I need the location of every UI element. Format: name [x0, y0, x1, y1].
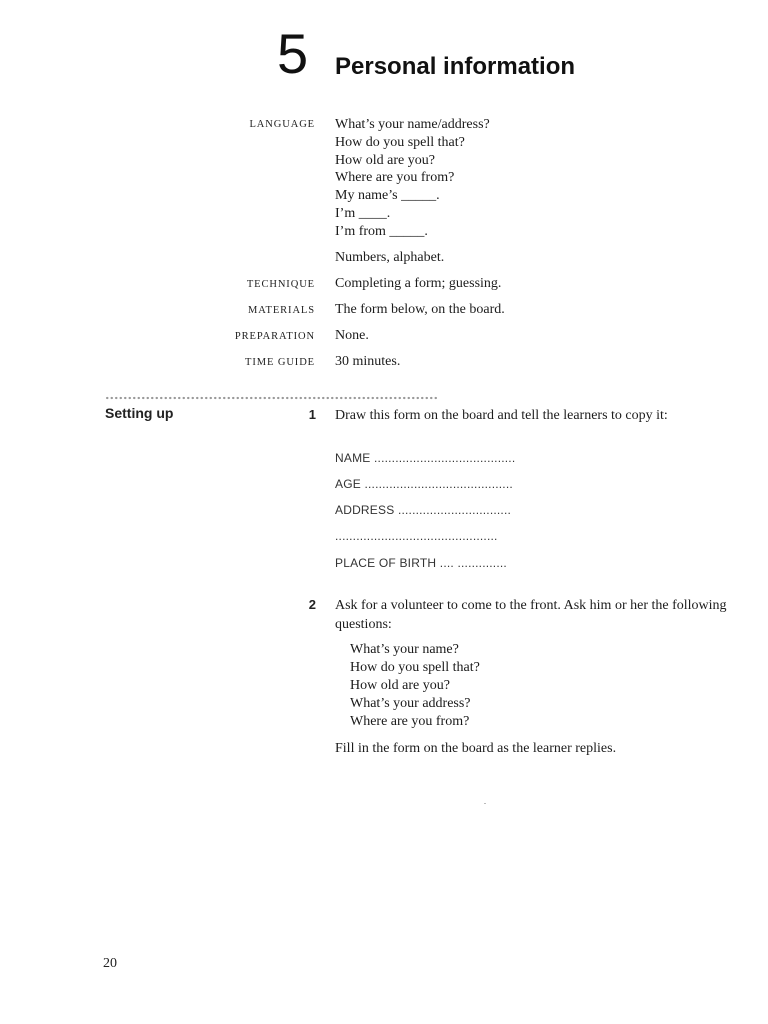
- meta-label-language: LANGUAGE: [249, 119, 315, 130]
- form-line-address-cont: ..............................................: [335, 529, 498, 543]
- language-line: My name’s _____.: [335, 188, 440, 204]
- form-line-name: NAME ........................................: [335, 451, 516, 465]
- question-list: [350, 641, 480, 731]
- question-item: What’s your address?: [350, 696, 471, 711]
- meta-label-materials: MATERIALS: [247, 305, 315, 316]
- language-line: How old are you?: [335, 152, 435, 168]
- dotted-divider: [105, 396, 439, 400]
- step-text: Draw this form on the board and tell the learners to copy it:: [335, 408, 668, 423]
- form-line-place-of-birth: PLACE OF BIRTH .... ..............: [335, 556, 507, 570]
- step-after-text: Fill in the form on the board as the learner replies.: [335, 741, 617, 756]
- language-extra: Numbers, alphabet.: [335, 250, 445, 265]
- language-line: I’m from _____.: [335, 223, 428, 239]
- language-line: How do you spell that?: [335, 134, 465, 150]
- step-text: Ask for a volunteer to come to the front. Ask him or her the following questions:: [335, 598, 727, 632]
- meta-label-preparation: PREPARATION: [234, 331, 315, 342]
- form-line-age: AGE ..........................................: [335, 477, 513, 491]
- language-line: Where are you from?: [335, 170, 455, 186]
- question-item: What’s your name?: [350, 642, 459, 657]
- materials-text: The form below, on the board.: [335, 302, 505, 317]
- form-line-address: ADDRESS ................................: [335, 503, 512, 517]
- technique-text: Completing a form; guessing.: [335, 276, 502, 291]
- page-number: 20: [103, 956, 117, 971]
- language-line: I’m ____.: [335, 205, 391, 221]
- section-title: Setting up: [105, 405, 174, 421]
- chapter-number: 5: [277, 22, 309, 85]
- question-item: Where are you from?: [350, 714, 470, 729]
- scan-speck: [484, 803, 486, 804]
- meta-label-technique: TECHNIQUE: [246, 279, 315, 290]
- step-number: 2: [308, 597, 316, 612]
- question-item: How do you spell that?: [350, 660, 480, 675]
- language-line: What’s your name/address?: [335, 117, 490, 132]
- step-number: 1: [308, 407, 316, 422]
- time-guide-text: 30 minutes.: [335, 354, 401, 369]
- question-item: How old are you?: [350, 678, 450, 693]
- language-lines: [335, 116, 490, 241]
- meta-label-time-guide: TIME GUIDE: [245, 357, 315, 368]
- chapter-title: Personal information: [335, 53, 576, 80]
- preparation-text: None.: [335, 328, 369, 343]
